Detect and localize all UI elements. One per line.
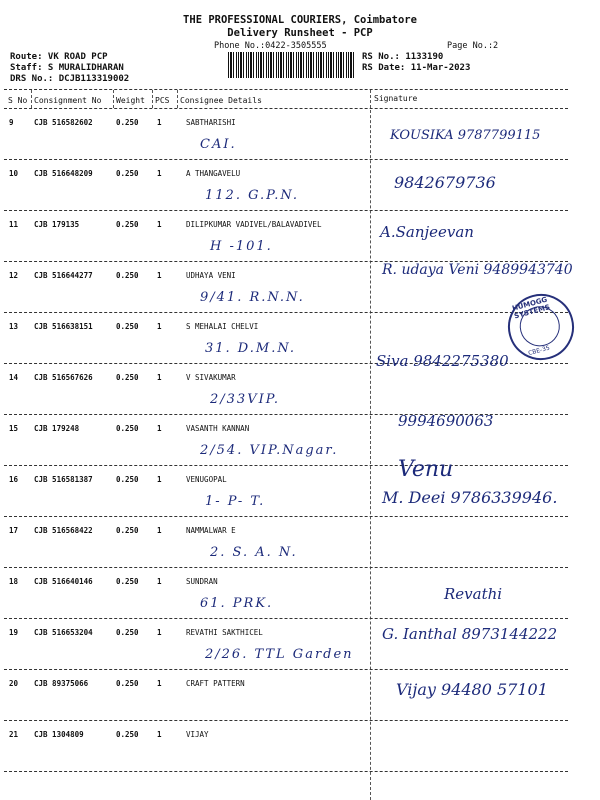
serial-number: 21 — [9, 730, 19, 739]
signature: G. Ianthal 8973144222 — [382, 625, 558, 643]
col-pcs: PCS — [155, 96, 170, 105]
pcs-value: 1 — [157, 475, 162, 484]
signature: Vijay 94480 57101 — [396, 680, 548, 699]
consignee-address: 2. S. A. N. — [210, 545, 298, 560]
consignee-name: VENUGOPAL — [186, 475, 227, 484]
consignment-number: CJB 516568422 — [34, 526, 93, 535]
rs-date: RS Date: 11-Mar-2023 — [362, 63, 471, 73]
company-title: THE PROFESSIONAL COURIERS, Coimbatore — [183, 14, 417, 26]
row-divider — [4, 669, 568, 670]
rs-number: RS No.: 1133190 — [362, 52, 444, 62]
staff-label: Staff: S MURALIDHARAN — [10, 63, 124, 73]
consignment-number: CJB 179135 — [34, 220, 80, 229]
consignment-number: CJB 89375066 — [34, 679, 89, 688]
header-rule-top — [4, 89, 568, 90]
consignee-name: REVATHI SAKTHICEL — [186, 628, 263, 637]
serial-number: 16 — [9, 475, 19, 484]
weight-value: 0.250 — [116, 526, 139, 535]
consignee-name: S MEHALAI CHELVI — [186, 322, 259, 331]
serial-number: 11 — [9, 220, 19, 229]
consignee-name: SUNDRAN — [186, 577, 218, 586]
consignee-name: UDHAYA VENI — [186, 271, 236, 280]
serial-number: 10 — [9, 169, 19, 178]
row-divider — [4, 159, 568, 160]
col-weight: Weight — [116, 96, 145, 105]
col-consignment: Consignment No — [34, 96, 102, 105]
row-divider — [4, 516, 568, 517]
pcs-value: 1 — [157, 526, 162, 535]
serial-number: 9 — [9, 118, 14, 127]
consignee-address: 31. D.M.N. — [205, 341, 297, 356]
consignee-name: CRAFT PATTERN — [186, 679, 245, 688]
col-consignee: Consignee Details — [180, 96, 262, 105]
consignee-name: SABTHARISHI — [186, 118, 236, 127]
consignee-address: 112. G.P.N. — [205, 188, 300, 203]
consignee-address: 61. PRK. — [200, 596, 274, 611]
row-divider — [4, 771, 568, 772]
consignee-name: DILIPKUMAR VADIVEL/BALAVADIVEL — [186, 220, 322, 229]
pcs-value: 1 — [157, 322, 162, 331]
row-divider — [4, 618, 568, 619]
weight-value: 0.250 — [116, 424, 139, 433]
consignee-address: H -101. — [210, 239, 273, 254]
weight-value: 0.250 — [116, 271, 139, 280]
row-divider — [4, 567, 568, 568]
runsheet-title: Delivery Runsheet - PCP — [227, 27, 373, 39]
consignment-number: CJB 516567626 — [34, 373, 93, 382]
consignment-number: CJB 516640146 — [34, 577, 93, 586]
weight-value: 0.250 — [116, 628, 139, 637]
col-sno: S No — [8, 96, 28, 105]
consignee-address: 2/26. TTL Garden — [205, 647, 354, 662]
pcs-value: 1 — [157, 628, 162, 637]
route-label: Route: VK ROAD PCP — [10, 52, 108, 62]
consignee-name: VASANTH KANNAN — [186, 424, 250, 433]
col-signature: Signature — [374, 94, 418, 103]
serial-number: 14 — [9, 373, 19, 382]
consignment-number: CJB 516644277 — [34, 271, 93, 280]
stamp-text-top: HUMOGG SYSTEMS — [511, 295, 551, 321]
consignment-number: CJB 1304809 — [34, 730, 84, 739]
pcs-value: 1 — [157, 220, 162, 229]
consignment-number: CJB 516638151 — [34, 322, 93, 331]
signature: Venu — [398, 457, 454, 482]
consignee-name: A THANGAVELU — [186, 169, 241, 178]
weight-value: 0.250 — [116, 220, 139, 229]
serial-number: 19 — [9, 628, 19, 637]
pcs-value: 1 — [157, 577, 162, 586]
signature: 9842679736 — [394, 173, 496, 192]
header-rule-bottom — [4, 108, 568, 109]
consignment-number: CJB 516582602 — [34, 118, 93, 127]
weight-value: 0.250 — [116, 577, 139, 586]
pcs-value: 1 — [157, 169, 162, 178]
phone-number: Phone No.:0422-3505555 — [214, 41, 327, 51]
signature: A.Sanjeevan — [380, 223, 474, 241]
serial-number: 12 — [9, 271, 19, 280]
page-number: Page No.:2 — [447, 41, 499, 51]
weight-value: 0.250 — [116, 373, 139, 382]
consignee-name: V SIVAKUMAR — [186, 373, 236, 382]
row-divider — [4, 312, 568, 313]
weight-value: 0.250 — [116, 322, 139, 331]
barcode — [228, 52, 355, 78]
serial-number: 13 — [9, 322, 19, 331]
pcs-value: 1 — [157, 424, 162, 433]
serial-number: 17 — [9, 526, 19, 535]
row-divider — [4, 720, 568, 721]
weight-value: 0.250 — [116, 118, 139, 127]
signature: M. Deei 9786339946. — [382, 488, 558, 507]
consignment-number: CJB 516653204 — [34, 628, 93, 637]
serial-number: 20 — [9, 679, 19, 688]
weight-value: 0.250 — [116, 475, 139, 484]
row-divider — [4, 210, 568, 211]
consignment-number: CJB 516581387 — [34, 475, 93, 484]
consignment-number: CJB 179248 — [34, 424, 80, 433]
consignee-address: 2/33VIP. — [210, 392, 280, 407]
consignee-address: 1- P- T. — [205, 494, 266, 509]
pcs-value: 1 — [157, 118, 162, 127]
weight-value: 0.250 — [116, 730, 139, 739]
serial-number: 15 — [9, 424, 19, 433]
signature: R. udaya Veni 9489943740 — [382, 262, 573, 278]
consignee-name: VIJAY — [186, 730, 209, 739]
weight-value: 0.250 — [116, 679, 139, 688]
signature: Siva 9842275380 — [376, 352, 509, 370]
pcs-value: 1 — [157, 373, 162, 382]
consignee-address: 2/54. VIP.Nagar. — [200, 443, 339, 458]
signature: 9994690063 — [398, 412, 494, 430]
consignee-name: NAMMALWAR E — [186, 526, 236, 535]
consignee-address: 9/41. R.N.N. — [200, 290, 305, 305]
weight-value: 0.250 — [116, 169, 139, 178]
company-stamp — [501, 287, 582, 368]
stamp-text-bottom: CBE-35 — [527, 344, 551, 358]
signature: KOUSIKA 9787799115 — [390, 128, 541, 143]
drs-number: DRS No.: DCJB113319002 — [10, 74, 130, 84]
pcs-value: 1 — [157, 730, 162, 739]
pcs-value: 1 — [157, 679, 162, 688]
pcs-value: 1 — [157, 271, 162, 280]
serial-number: 18 — [9, 577, 19, 586]
signature: Revathi — [444, 585, 503, 603]
consignee-address: CAI. — [200, 137, 237, 152]
row-divider — [4, 465, 568, 466]
consignment-number: CJB 516648209 — [34, 169, 93, 178]
